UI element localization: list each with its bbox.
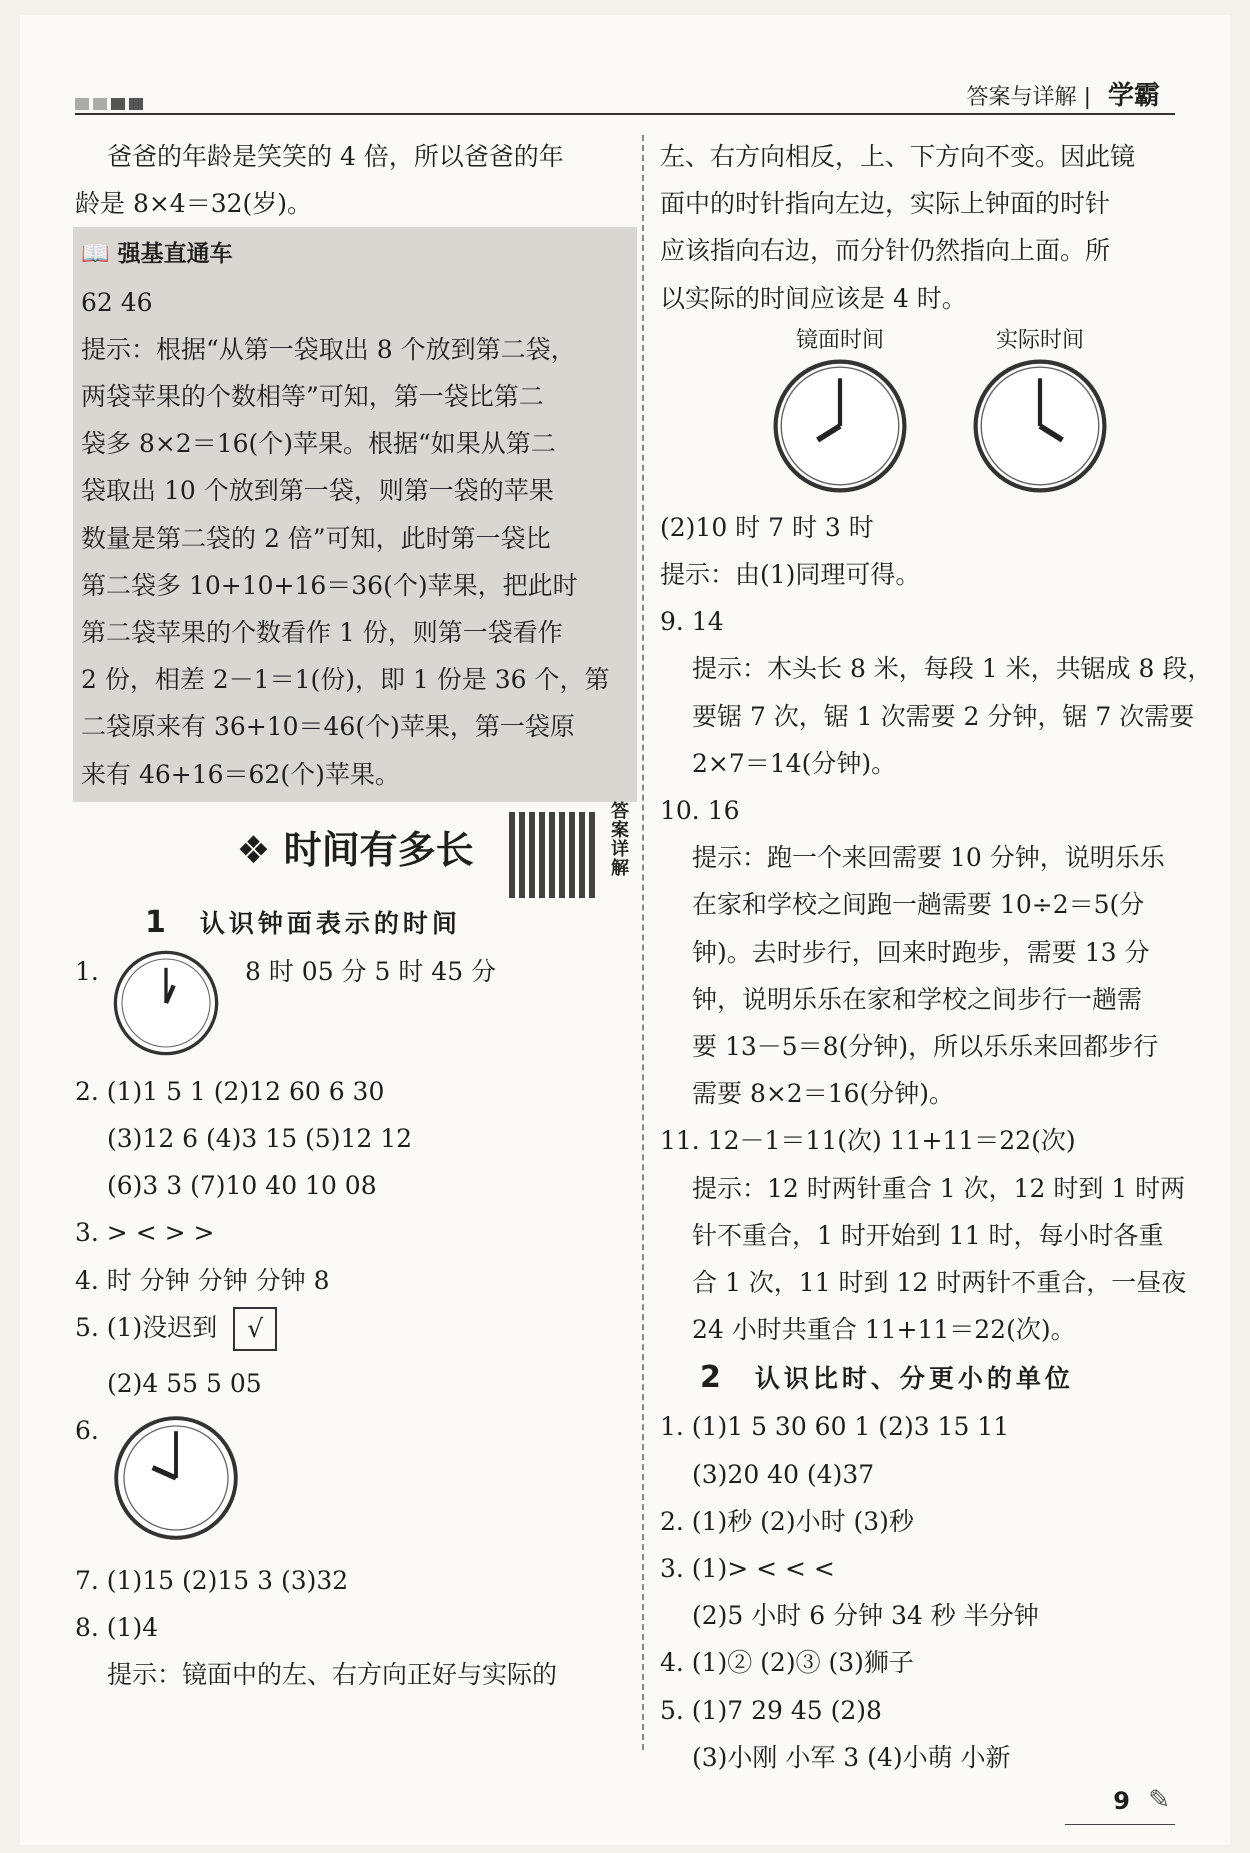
diamond-logo-icon: ❖ [236,827,271,872]
column-divider [642,135,644,1750]
text-line: 针不重合，1 时开始到 11 时，每小时各重 [692,1220,1164,1250]
header-title: 答案与详解 [966,85,1077,110]
q3-line: 3. > < > > [75,1218,215,1248]
subsection-title: 2 认识比时、分更小的单位 [700,1360,1074,1396]
box-line: 第二袋多 10+10+16＝36(个)苹果，把此时 [81,570,578,600]
mirror-clock [770,326,910,500]
clock-icon [111,948,221,1058]
intro-line: 爸爸的年龄是笑笑的 4 倍，所以爸爸的年 [107,142,564,171]
book-icon: 📖 [81,241,110,268]
text-line: 要 13－5＝8(分钟)，所以乐乐来回都步行 [692,1032,1159,1062]
section-title: ❖ 时间有多长 答案详解 [75,802,635,898]
text-line: (2)5 小时 6 分钟 34 秒 半分钟 [692,1601,1039,1631]
q5-line: 5. (1)没迟到 √ [75,1304,635,1360]
text-line: 2×7＝14(分钟)。 [692,748,897,778]
right-column [660,133,1220,1781]
practice-box [73,227,637,801]
intro-line: 龄是 8×4＝32(岁)。 [75,189,313,219]
text-line: 提示：木头长 8 米，每段 1 米，共锯成 8 段， [692,654,1213,684]
text-line: (3)20 40 (4)37 [692,1459,875,1489]
question-6 [75,1407,635,1557]
box-line: 两袋苹果的个数相等”可知，第一袋比第二 [81,382,544,412]
text-line: 左、右方向相反，上、下方向不变。因此镜 [660,142,1136,171]
pencil-icon: ✎ [1148,1785,1170,1815]
text-line: 5. (1)7 29 45 (2)8 [660,1695,882,1725]
box-line: 袋取出 10 个放到第一袋，则第一袋的苹果 [81,476,554,506]
footer-rule [1065,1824,1175,1825]
text-line: 提示：由(1)同理可得。 [660,560,921,590]
box-line: 数量是第二袋的 2 倍”可知，此时第一袋比 [81,523,551,553]
q2-line: 2. (1)1 5 1 (2)12 60 6 30 [75,1076,385,1106]
text-line: 需要 8×2＝16(分钟)。 [692,1079,955,1109]
clock-icon [970,356,1110,496]
text-line: 3. (1)> < < < [660,1554,835,1584]
q8-line: 8. (1)4 [75,1613,159,1643]
text-line: 4. (1)② (2)③ (3)狮子 [660,1648,914,1678]
header [967,75,1160,112]
header-separator: | [1083,85,1091,110]
left-column [75,133,635,1699]
clock-comparison [660,322,1220,504]
box-line: 第二袋苹果的个数看作 1 份，则第一袋看作 [81,618,563,648]
qr-label: 答案详解 [611,800,629,879]
qr-code-icon[interactable] [509,812,595,898]
text-line: 1. (1)1 5 30 60 1 (2)3 15 11 [660,1412,1010,1442]
clock-label: 实际时间 [995,327,1084,353]
clock-label: 镜面时间 [795,327,884,353]
text-line: 提示：跑一个来回需要 10 分钟，说明乐乐 [692,843,1165,873]
q7-line: 7. (1)15 (2)15 3 (3)32 [75,1566,349,1596]
box-line: 提示：根据“从第一袋取出 8 个放到第二袋， [81,334,576,364]
text-line: 面中的时针指向左边，实际上钟面的时针 [660,189,1111,219]
box-line: 2 份，相差 2－1＝1(份)，即 1 份是 36 个，第 [81,665,610,695]
text-line: (3)小刚 小军 3 (4)小萌 小新 [692,1742,1011,1772]
text-line: 在家和学校之间跑一趟需要 10÷2＝5(分 [692,890,1145,920]
text-line: 9. 14 [660,607,724,637]
text-line: 应该指向右边，而分针仍然指向上面。所 [660,236,1111,266]
box-title: 📖 强基直通车 [81,241,233,268]
text-line: (2)10 时 7 时 3 时 [660,512,874,542]
header-decoration [75,95,147,114]
text-line: 提示：12 时两针重合 1 次，12 时到 1 时两 [692,1173,1186,1203]
q2-line: (3)12 6 (4)3 15 (5)12 12 [107,1124,413,1154]
text-line: 钟)。去时步行，回来时跑步，需要 13 分 [692,937,1150,967]
question-number: 1. [75,956,99,986]
q1-answer: 8 时 05 分 5 时 45 分 [245,956,497,986]
text-line: 10. 16 [660,796,740,826]
q2-line: (6)3 3 (7)10 40 10 08 [107,1171,377,1201]
page-number: 9 [1113,1787,1130,1815]
text-line: 以实际的时间应该是 4 时。 [660,283,967,313]
header-rule [75,113,1175,115]
q4-line: 4. 时 分钟 分钟 分钟 8 [75,1265,330,1295]
clock-icon [770,356,910,496]
box-line: 来有 46+16＝62(个)苹果。 [81,759,400,789]
clock-icon [111,1413,241,1543]
question-number: 6. [75,1416,99,1446]
question-1 [75,948,635,1068]
text-line: 要锯 7 次，锯 1 次需要 2 分钟，锯 7 次需要 [692,701,1195,731]
box-line: 二袋原来有 36+10＝46(个)苹果，第一袋原 [81,712,575,742]
brand-logo: 学霸 [1107,81,1160,111]
text-line: 合 1 次，11 时到 12 时两针不重合，一昼夜 [692,1268,1187,1298]
checkmark-box: √ [233,1307,277,1351]
text-line: 2. (1)秒 (2)小时 (3)秒 [660,1506,914,1536]
text-line: 钟，说明乐乐在家和学校之间步行一趟需 [692,984,1143,1014]
actual-clock [970,326,1110,500]
q8-hint: 提示：镜面中的左、右方向正好与实际的 [107,1660,558,1690]
box-line: 袋多 8×2＝16(个)苹果。根据“如果从第二 [81,429,556,459]
text-line: 11. 12－1＝11(次) 11+11＝22(次) [660,1126,1076,1156]
box-line: 62 46 [81,287,153,317]
page [20,15,1230,1845]
q5-line: (2)4 55 5 05 [107,1368,262,1398]
subsection-title: 1 认识钟面表示的时间 [145,904,461,940]
text-line: 24 小时共重合 11+11＝22(次)。 [692,1315,1076,1345]
